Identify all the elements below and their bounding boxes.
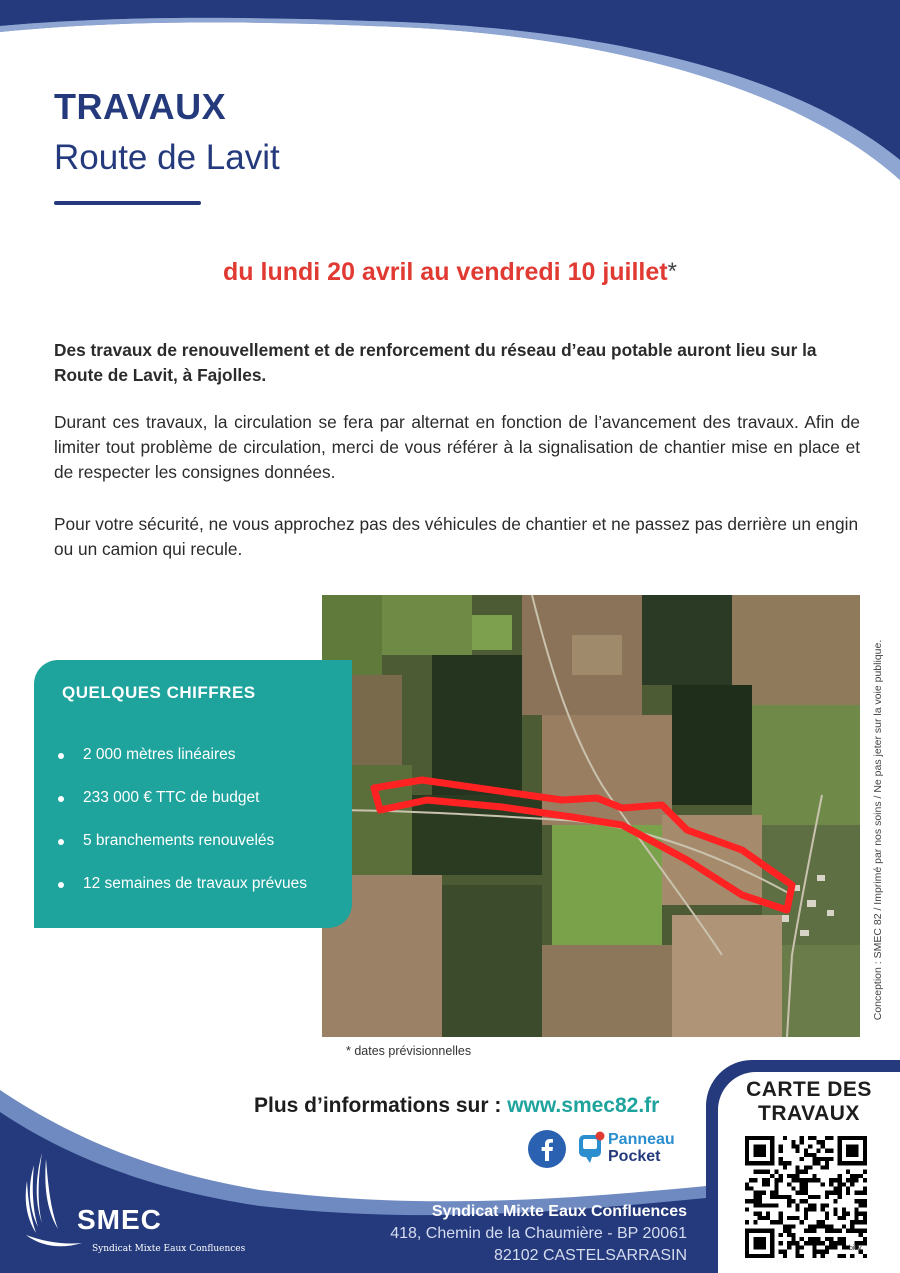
smec-logo-icon — [22, 1145, 142, 1255]
map-footnote: * dates prévisionnelles — [346, 1044, 472, 1058]
logo-name: SMEC — [77, 1204, 162, 1235]
figure-text: 12 semaines de travaux prévues — [83, 875, 308, 892]
organization-address: 418, Chemin de la Chaumière - BP 20061 — [390, 1225, 687, 1242]
key-figures-card — [34, 660, 352, 928]
panneau-line2: Pocket — [608, 1148, 661, 1165]
qr-brand: bitly — [849, 1245, 862, 1252]
qr-title — [718, 1078, 900, 1126]
panneau-line1: Panneau — [608, 1131, 675, 1148]
website-link[interactable]: www.smec82.fr — [507, 1094, 660, 1117]
safety-paragraph: Pour votre sécurité, ne vous approchez pas des véhicules de chantier et ne passez pas derrière un engin ou un camion qui recule. — [54, 514, 859, 559]
dates-asterisk: * — [667, 258, 677, 285]
page-subtitle: Route de Lavit — [54, 138, 280, 177]
info-line — [254, 1094, 659, 1118]
facebook-icon[interactable] — [528, 1130, 566, 1168]
dates-banner — [0, 258, 900, 287]
list-item — [58, 832, 307, 875]
credits-vertical — [868, 620, 888, 1040]
panneau-pocket-icon[interactable] — [578, 1131, 606, 1165]
credits-text: Conception : SMEC 82 / Imprimé par nos soins / Ne pas jeter sur la voie publique. — [872, 639, 884, 1021]
bullet-icon — [58, 796, 64, 802]
traffic-paragraph: Durant ces travaux, la circulation se fera par alternat en fonction de l’avancement des travaux. Afin de limiter tout problème de circulation, merci de vous référer à la signalisation de chantier mise en place et de respecter les consignes données. — [54, 412, 860, 482]
title-underline — [54, 201, 201, 205]
list-item — [58, 875, 307, 918]
key-figures-list — [58, 746, 307, 918]
figure-text: 233 000 € TTC de budget — [83, 789, 260, 806]
qr-title-line1: CARTE DES — [746, 1078, 872, 1101]
panneau-pocket-label[interactable] — [608, 1131, 675, 1165]
list-item — [58, 746, 307, 789]
list-item — [58, 789, 307, 832]
logo-tagline: Syndicat Mixte Eaux Confluences — [92, 1244, 246, 1254]
intro-paragraph: Des travaux de renouvellement et de renforcement du réseau d’eau potable auront lieu sur la Route de Lavit, à Fajolles. — [54, 340, 817, 385]
info-prefix: Plus d’informations sur : — [254, 1094, 508, 1117]
bullet-icon — [58, 753, 64, 759]
organization-name: Syndicat Mixte Eaux Confluences — [431, 1203, 687, 1220]
bullet-icon — [58, 839, 64, 845]
dates-text: du lundi 20 avril au vendredi 10 juillet — [223, 258, 668, 286]
organization-block — [390, 1201, 687, 1267]
figure-text: 5 branchements renouvelés — [83, 832, 275, 849]
qr-code[interactable] — [745, 1136, 867, 1258]
qr-title-line2: TRAVAUX — [758, 1102, 860, 1125]
page-title: TRAVAUX — [54, 86, 227, 127]
figure-text: 2 000 mètres linéaires — [83, 746, 236, 763]
aerial-map — [322, 595, 860, 1037]
organization-city: 82102 CASTELSARRASIN — [494, 1247, 687, 1264]
key-figures-heading: QUELQUES CHIFFRES — [62, 683, 256, 702]
bullet-icon — [58, 882, 64, 888]
